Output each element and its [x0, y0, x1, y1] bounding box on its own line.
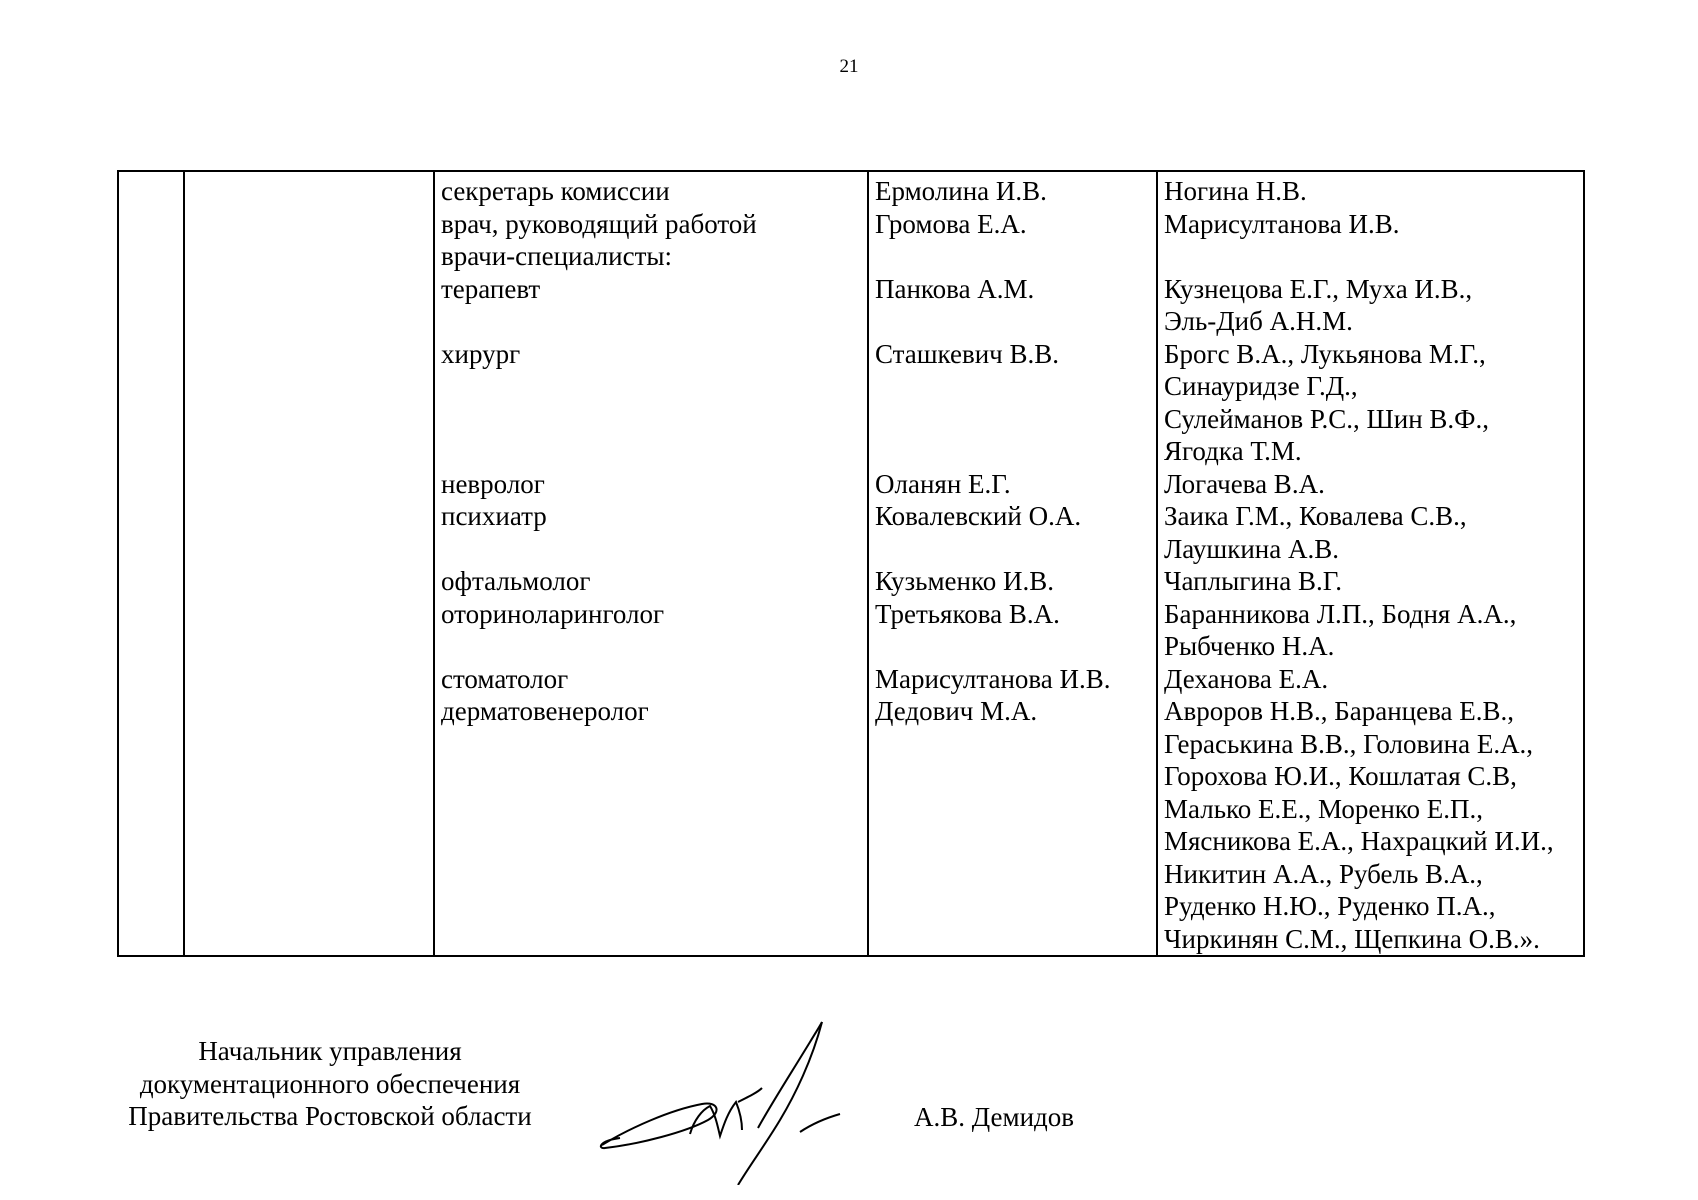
reserve-member-line: Брогс В.А., Лукьянова М.Г.,	[1164, 338, 1486, 369]
signatory-title-line: Начальник управления	[198, 1036, 462, 1066]
role-line: врачи-специалисты:	[441, 241, 673, 271]
role-line	[441, 403, 861, 436]
reserve-member-line: Чаплыгина В.Г.	[1164, 566, 1343, 596]
reserve-member-line: Ягодка Т.М.	[1164, 436, 1302, 466]
signatory-name: А.В. Демидов	[914, 1102, 1075, 1132]
reserve-member-line: Баранникова Л.П., Бодня А.А.,	[1164, 598, 1517, 629]
role-line: офтальмолог	[441, 566, 591, 596]
reserve-member-line: Эль-Диб А.Н.М.	[1164, 306, 1353, 336]
role-line: врач, руководящий работой	[441, 208, 757, 239]
main-member-line: Ермолина И.В.	[875, 176, 1047, 206]
page-number: 21	[839, 56, 859, 77]
reserve-member-line: Никитин А.А., Рубель В.А.,	[1164, 858, 1483, 889]
role-line: стоматолог	[441, 663, 569, 694]
role-line	[441, 370, 861, 403]
role-line: секретарь комиссии	[441, 176, 670, 206]
main-member-line: Марисултанова И.В.	[875, 663, 1111, 694]
main-member-line: Кузьменко И.В.	[875, 566, 1054, 596]
signatory-title	[100, 1035, 560, 1133]
role-line	[441, 630, 861, 663]
main-member-line	[875, 240, 1150, 273]
reserve-member-line: Марисултанова И.В.	[1164, 208, 1400, 239]
role-line: психиатр	[441, 501, 547, 531]
reserve-member-line: Чиркинян С.М., Щепкина О.В.».	[1164, 923, 1540, 954]
role-line: терапевт	[441, 273, 541, 304]
reserve-members-cell	[1157, 171, 1584, 956]
commission-table	[117, 170, 1585, 957]
main-member-line: Громова Е.А.	[875, 208, 1027, 239]
main-member-line	[875, 533, 1150, 566]
main-member-line: Сташкевич В.В.	[875, 338, 1060, 369]
handwritten-signature	[590, 1020, 890, 1185]
role-line: дерматовенеролог	[441, 696, 649, 726]
main-member-line: Третьякова В.А.	[875, 598, 1060, 629]
signatory-title-line: документационного обеспечения	[139, 1068, 521, 1099]
main-member-line: Ковалевский О.А.	[875, 501, 1082, 531]
table-row	[118, 171, 1584, 956]
signatory-title-line: Правительства Ростовской области	[128, 1101, 532, 1131]
main-member-line: Оланян Е.Г.	[875, 468, 1011, 499]
reserve-member-line: Авроров Н.В., Баранцева Е.В.,	[1164, 696, 1514, 726]
reserve-member-line: Лаушкина А.В.	[1164, 533, 1339, 564]
reserve-member-line: Логачева В.А.	[1164, 468, 1325, 499]
role-line: оториноларинголог	[441, 598, 665, 629]
main-member-line	[875, 435, 1150, 468]
column-name-cell	[184, 171, 434, 956]
reserve-member-line: Мясникова Е.А., Нахрацкий И.И.,	[1164, 826, 1554, 856]
role-line: невролог	[441, 468, 545, 499]
reserve-member-line: Горохова Ю.И., Кошлатая С.В,	[1164, 761, 1517, 791]
reserve-member-line: Малько Е.Е., Моренко Е.П.,	[1164, 793, 1484, 824]
reserve-member-line: Гераськина В.В., Головина Е.А.,	[1164, 728, 1534, 759]
reserve-member-line: Сулейманов Р.С., Шин В.Ф.,	[1164, 403, 1490, 434]
reserve-member-line: Деханова Е.А.	[1164, 663, 1329, 694]
reserve-member-line: Рыбченко Н.А.	[1164, 631, 1335, 661]
main-member-line: Панкова А.М.	[875, 273, 1035, 304]
main-member-line	[875, 305, 1150, 338]
role-line	[441, 533, 861, 566]
reserve-member-line: Синауридзе Г.Д.,	[1164, 371, 1358, 401]
roles-cell	[434, 171, 868, 956]
main-member-line	[875, 370, 1150, 403]
reserve-member-line	[1164, 240, 1577, 273]
reserve-member-line: Кузнецова Е.Г., Муха И.В.,	[1164, 273, 1473, 304]
role-line	[441, 305, 861, 338]
main-members-cell	[868, 171, 1157, 956]
main-member-line	[875, 630, 1150, 663]
reserve-member-line: Руденко Н.Ю., Руденко П.А.,	[1164, 891, 1496, 921]
main-member-line	[875, 403, 1150, 436]
column-number-cell	[118, 171, 184, 956]
reserve-member-line: Ногина Н.В.	[1164, 176, 1307, 206]
main-member-line: Дедович М.А.	[875, 696, 1038, 726]
role-line: хирург	[441, 338, 521, 369]
reserve-member-line: Заика Г.М., Ковалева С.В.,	[1164, 501, 1467, 531]
role-line	[441, 435, 861, 468]
